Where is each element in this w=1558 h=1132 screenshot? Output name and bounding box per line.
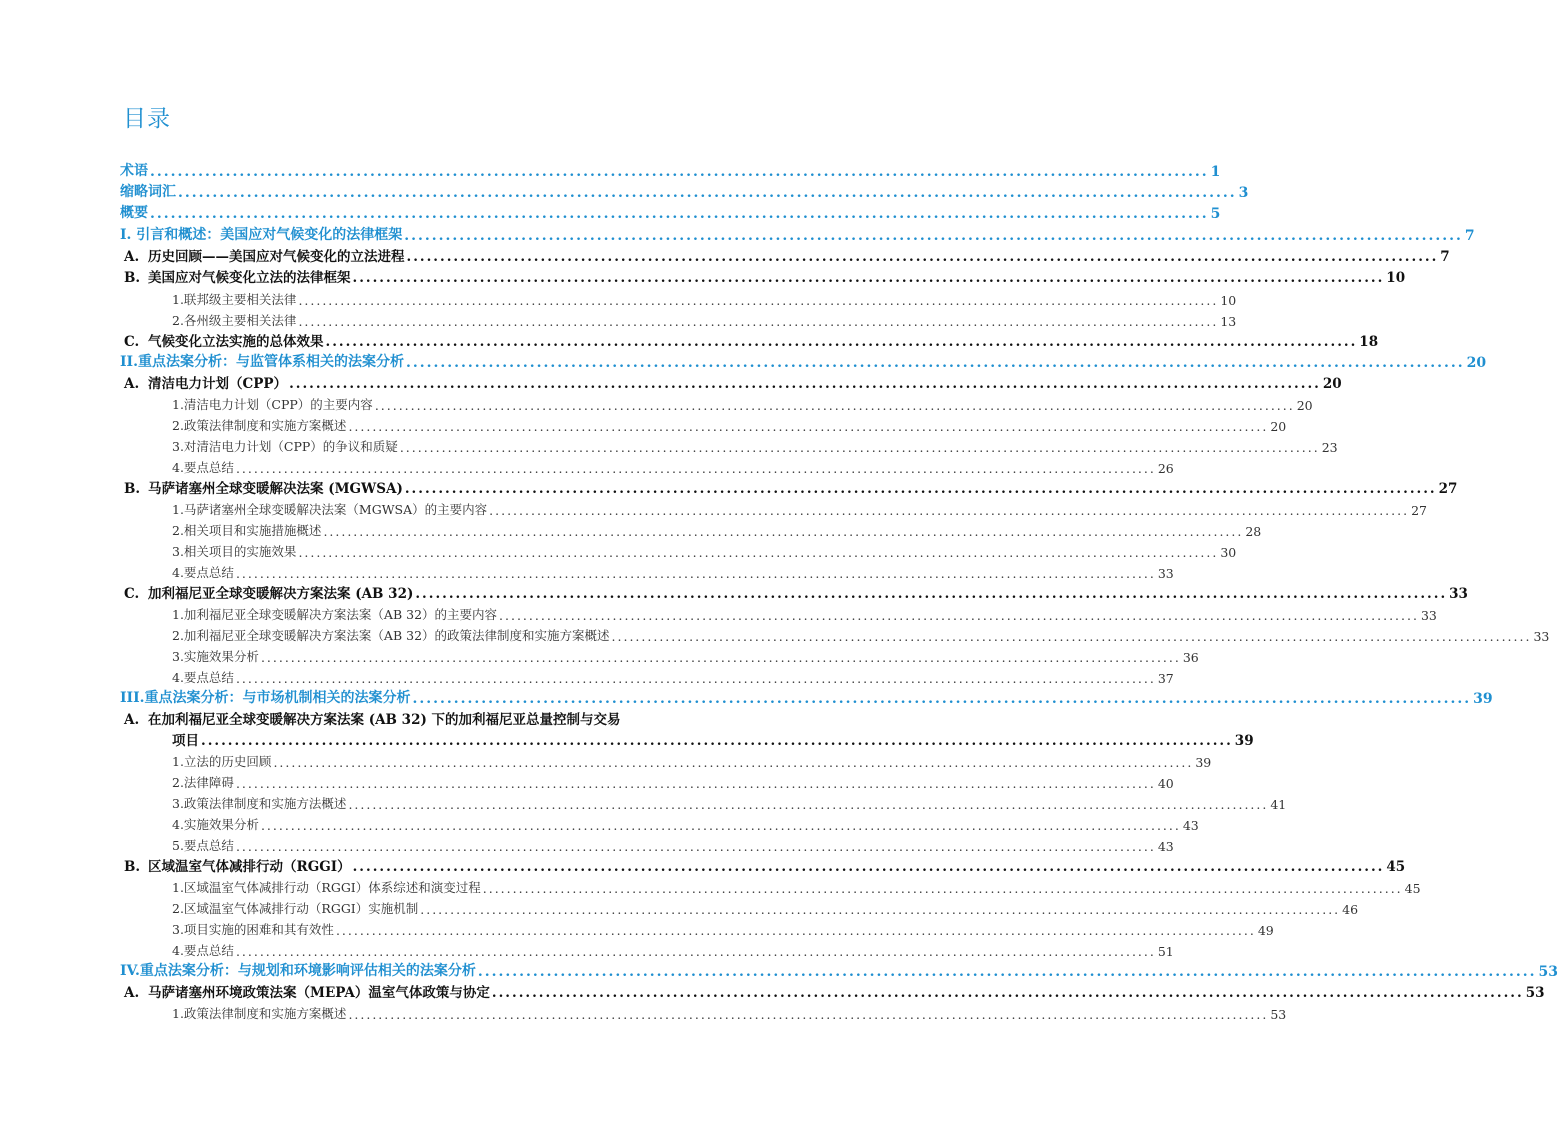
- toc-entry-title: 3.相关项目的实施效果: [172, 544, 297, 559]
- leader-dots: ..........................................................................................................................................................: [404, 481, 1437, 497]
- toc-page-number: 37: [1157, 671, 1174, 686]
- toc-entry-title: IV.重点法案分析：与规划和环境影响评估相关的法案分析: [120, 963, 476, 979]
- toc-entry-title: 缩略词汇: [120, 184, 176, 200]
- leader-dots: ..........................................................................................................................................................: [235, 566, 1156, 581]
- toc-entry-number: C.: [124, 334, 140, 350]
- toc-page-number: 5: [1210, 206, 1221, 222]
- toc-entry-title: III.重点法案分析：与市场机制相关的法案分析: [120, 690, 411, 706]
- toc-entry-title: 1.马萨诸塞州全球变暖解决法案（MGWSA）的主要内容: [172, 502, 488, 517]
- toc-entry-abbreviations[interactable]: [120, 181, 1249, 201]
- toc-page-number: 39: [1234, 733, 1254, 749]
- toc-entry-3b1[interactable]: [172, 876, 1421, 896]
- toc-entry-title: 1.政策法律制度和实施方案概述: [172, 1006, 347, 1021]
- toc-entry-chapter-4[interactable]: [120, 960, 1558, 980]
- toc-entry-3a2[interactable]: [172, 771, 1174, 791]
- toc-entry-title: 2.加利福尼亚全球变暖解决方案法案（AB 32）的政策法律制度和实施方案概述: [172, 628, 610, 643]
- leader-dots: ..........................................................................................................................................................: [260, 650, 1181, 665]
- toc-page-number: 53: [1270, 1007, 1287, 1022]
- toc-entry-title: 概要: [120, 205, 148, 221]
- toc-entry-title: 1.区域温室气体减排行动（RGGI）体系综述和演变过程: [172, 880, 481, 895]
- toc-page-number: 28: [1245, 524, 1262, 539]
- toc-entry-1c[interactable]: [124, 330, 1379, 350]
- leader-dots: ..........................................................................................................................................................: [201, 733, 1233, 749]
- toc-page-number: 20: [1296, 398, 1313, 413]
- toc-page-number: 30: [1220, 545, 1237, 560]
- leader-dots: ..........................................................................................................................................................: [348, 1007, 1269, 1022]
- toc-entry-title: A. 清洁电力计划（CPP）: [124, 376, 288, 392]
- toc-entry-number: A.: [124, 712, 140, 728]
- toc-entry-title: 5.要点总结: [172, 838, 234, 853]
- toc-entry-title: A. 马萨诸塞州环境政策法案（MEPA）温室气体政策与协定: [124, 985, 490, 1001]
- toc-entry-2a3[interactable]: [172, 435, 1338, 455]
- toc-entry-3b3[interactable]: [172, 918, 1274, 938]
- toc-entry-2a1[interactable]: [172, 393, 1313, 413]
- toc-entry-1b1[interactable]: [172, 288, 1237, 308]
- toc-entry-title: 3.项目实施的困难和其有效性: [172, 922, 334, 937]
- toc-entry-title: C. 气候变化立法实施的总体效果: [124, 334, 324, 350]
- toc-entry-title: 4.要点总结: [172, 670, 234, 685]
- leader-dots: ..........................................................................................................................................................: [420, 902, 1341, 917]
- leader-dots: ..........................................................................................................................................................: [415, 586, 1448, 602]
- leader-dots: ..........................................................................................................................................................: [348, 797, 1269, 812]
- leader-dots: ..........................................................................................................................................................: [325, 334, 1358, 350]
- toc-entry-2c4[interactable]: [172, 666, 1174, 686]
- toc-page-number: 43: [1157, 839, 1174, 854]
- leader-dots: ..........................................................................................................................................................: [150, 206, 1209, 222]
- toc-page-number: 20: [1322, 376, 1342, 392]
- toc-page-number: 53: [1538, 964, 1558, 980]
- toc-entry-title: 4.要点总结: [172, 943, 234, 958]
- toc-page-number: 10: [1220, 293, 1237, 308]
- toc-entry-2b2[interactable]: [172, 519, 1262, 539]
- leader-dots: ..........................................................................................................................................................: [150, 164, 1209, 180]
- toc-entry-title: 项目: [172, 733, 199, 749]
- toc-entry-2b3[interactable]: [172, 540, 1237, 560]
- toc-entry-title: 术语: [120, 163, 148, 179]
- toc-entry-chapter-1[interactable]: [120, 224, 1475, 244]
- toc-page-number: 27: [1411, 503, 1427, 518]
- toc-page-number: 43: [1182, 818, 1199, 833]
- toc-page-number: 3: [1238, 185, 1249, 201]
- toc-entry-2c3[interactable]: [172, 645, 1199, 665]
- toc-entry-1a[interactable]: [124, 245, 1450, 265]
- toc-entry-1b2[interactable]: [172, 309, 1237, 329]
- leader-dots: ..........................................................................................................................................................: [412, 691, 1472, 707]
- toc-page-number: 13: [1220, 314, 1237, 329]
- toc-entry-title: II.重点法案分析：与监管体系相关的法案分析: [120, 354, 404, 370]
- toc-entry-title: 2.政策法律制度和实施方案概述: [172, 418, 347, 433]
- toc-entry-3b[interactable]: [124, 855, 1406, 875]
- page-title: 目录: [123, 106, 171, 132]
- toc-page-number: 39: [1195, 755, 1212, 770]
- toc-entry-3a5[interactable]: [172, 834, 1174, 854]
- leader-dots: ..........................................................................................................................................................: [289, 376, 1321, 392]
- toc-entry-4a1[interactable]: [172, 1002, 1287, 1022]
- leader-dots: ..........................................................................................................................................................: [611, 629, 1532, 644]
- leader-dots: ..........................................................................................................................................................: [477, 964, 1537, 980]
- toc-entry-title: 1.清洁电力计划（CPP）的主要内容: [172, 397, 373, 412]
- toc-page-number: 10: [1386, 270, 1406, 286]
- toc-entry-summary[interactable]: [120, 202, 1221, 222]
- toc-entry-2b1[interactable]: [172, 498, 1427, 518]
- toc-page-number: 40: [1157, 776, 1174, 791]
- leader-dots: ..........................................................................................................................................................: [273, 755, 1194, 770]
- toc-entry-title: I. 引言和概述：美国应对气候变化的法律框架: [120, 227, 403, 243]
- toc-page-number: 18: [1359, 334, 1379, 350]
- toc-entry-title: 3.实施效果分析: [172, 649, 259, 664]
- toc-page-number: 20: [1466, 355, 1487, 371]
- leader-dots: ..........................................................................................................................................................: [235, 944, 1156, 959]
- leader-dots: ..........................................................................................................................................................: [260, 818, 1181, 833]
- toc-page-number: 33: [1533, 629, 1550, 644]
- toc-entry-2a2[interactable]: [172, 414, 1287, 434]
- toc-page-number: 51: [1157, 944, 1174, 959]
- toc-page-number: 1: [1210, 164, 1221, 180]
- toc-entry-3a4[interactable]: [172, 813, 1199, 833]
- toc-page-number: 36: [1182, 650, 1199, 665]
- leader-dots: ..........................................................................................................................................................: [374, 398, 1295, 413]
- leader-dots: ..........................................................................................................................................................: [352, 859, 1385, 875]
- toc-entry-title: 1.加利福尼亚全球变暖解决方案法案（AB 32）的主要内容: [172, 607, 498, 622]
- toc-entry-2a4[interactable]: [172, 456, 1174, 476]
- leader-dots: ..........................................................................................................................................................: [235, 671, 1156, 686]
- toc-entry-number: A.: [124, 985, 140, 1001]
- toc-entry-3a1[interactable]: [172, 750, 1212, 770]
- toc-entry-title: 4.要点总结: [172, 460, 234, 475]
- leader-dots: ..........................................................................................................................................................: [482, 881, 1403, 896]
- toc-entry-3a-continued[interactable]: [172, 729, 1254, 749]
- toc-entry-title: 2.区域温室气体减排行动（RGGI）实施机制: [172, 901, 419, 916]
- toc-page-number: 33: [1420, 608, 1437, 623]
- leader-dots: ..........................................................................................................................................................: [399, 440, 1320, 455]
- toc-entry-number: A.: [124, 249, 140, 265]
- toc-entry-title: 3.对清洁电力计划（CPP）的争议和质疑: [172, 439, 398, 454]
- toc-page-number: 41: [1270, 797, 1287, 812]
- leader-dots: ..........................................................................................................................................................: [235, 461, 1156, 476]
- toc-page-number: 26: [1157, 461, 1174, 476]
- toc-entry-title: 2.法律障碍: [172, 775, 234, 790]
- leader-dots: ..........................................................................................................................................................: [499, 608, 1419, 623]
- toc-entry-2c1[interactable]: [172, 603, 1437, 623]
- toc-entry-2c[interactable]: [124, 582, 1468, 602]
- toc-page-number: 46: [1342, 902, 1359, 917]
- toc-entry-3a3[interactable]: [172, 792, 1287, 812]
- toc-entry-title: B. 美国应对气候变化立法的法律框架: [124, 270, 351, 286]
- toc-entry-title: 1.立法的历史回顾: [172, 754, 272, 769]
- toc-entry-title: B. 区域温室气体减排行动（RGGI）: [124, 859, 351, 875]
- toc-page-number: 7: [1440, 249, 1450, 265]
- toc-page-number: 23: [1321, 440, 1338, 455]
- toc-page-number: 33: [1157, 566, 1174, 581]
- leader-dots: ..........................................................................................................................................................: [235, 776, 1156, 791]
- leader-dots: ..........................................................................................................................................................: [298, 293, 1219, 308]
- leader-dots: ..........................................................................................................................................................: [406, 249, 1439, 265]
- toc-page-number: 7: [1464, 228, 1475, 244]
- leader-dots: ..........................................................................................................................................................: [348, 419, 1269, 434]
- toc-entry-title: C. 加利福尼亚全球变暖解决方案法案 (AB 32): [124, 586, 414, 602]
- toc-entry-title: 3.政策法律制度和实施方法概述: [172, 796, 347, 811]
- toc-entry-3b4[interactable]: [172, 939, 1174, 959]
- toc-entry-number: B.: [124, 859, 141, 875]
- leader-dots: ..........................................................................................................................................................: [235, 839, 1156, 854]
- toc-entry-3b2[interactable]: [172, 897, 1359, 917]
- toc-page-number: 49: [1257, 923, 1274, 938]
- toc-entry-number: C.: [124, 586, 140, 602]
- toc-page-number: 20: [1270, 419, 1287, 434]
- toc-entry-3a[interactable]: [124, 708, 680, 728]
- toc-entry-2a[interactable]: [124, 372, 1342, 392]
- toc-entry-title: B. 马萨诸塞州全球变暖解决法案 (MGWSA): [124, 481, 403, 497]
- toc-entry-2c2[interactable]: [172, 624, 1550, 644]
- toc-entry-title: 4.要点总结: [172, 565, 234, 580]
- leader-dots: ..........................................................................................................................................................: [178, 185, 1237, 201]
- toc-entry-title: 4.实施效果分析: [172, 817, 259, 832]
- toc-entry-number: A.: [124, 376, 140, 392]
- toc-entry-title: 1.联邦级主要相关法律: [172, 292, 297, 307]
- toc-page-number: 45: [1404, 881, 1421, 896]
- toc-entry-chapter-2[interactable]: [120, 351, 1487, 371]
- toc-entry-title: A. 在加利福尼亚全球变暖解决方案法案 (AB 32) 下的加利福尼亚总量控制与交易: [124, 712, 621, 728]
- toc-page-number: 33: [1449, 586, 1468, 602]
- toc-entry-title: 2.各州级主要相关法律: [172, 313, 297, 328]
- leader-dots: ..........................................................................................................................................................: [404, 228, 1463, 244]
- leader-dots: ..........................................................................................................................................................: [405, 355, 1465, 371]
- toc-entry-number: B.: [124, 481, 141, 497]
- leader-dots: ..........................................................................................................................................................: [323, 524, 1244, 539]
- leader-dots: ..........................................................................................................................................................: [489, 503, 1410, 518]
- toc-entry-title: A. 历史回顾——美国应对气候变化的立法进程: [124, 249, 405, 265]
- toc-page-number: 45: [1386, 859, 1406, 875]
- leader-dots: ..........................................................................................................................................................: [298, 545, 1219, 560]
- toc-entry-number: B.: [124, 270, 141, 286]
- toc-page-number: 53: [1525, 985, 1545, 1001]
- toc-entry-chapter-3[interactable]: [120, 687, 1493, 707]
- toc-entry-2b[interactable]: [124, 477, 1458, 497]
- toc-page-number: 27: [1438, 481, 1458, 497]
- toc-entry-2b4[interactable]: [172, 561, 1174, 581]
- leader-dots: ..........................................................................................................................................................: [298, 314, 1219, 329]
- toc-entry-title: 2.相关项目和实施措施概述: [172, 523, 322, 538]
- leader-dots: ..........................................................................................................................................................: [352, 270, 1385, 286]
- toc-entry-terms[interactable]: [120, 160, 1221, 180]
- leader-dots: ..........................................................................................................................................................: [335, 923, 1256, 938]
- toc-entry-4a[interactable]: [124, 981, 1545, 1001]
- toc-entry-1b[interactable]: [124, 266, 1406, 286]
- toc-page-number: 39: [1473, 691, 1493, 707]
- leader-dots: ..........................................................................................................................................................: [491, 985, 1524, 1001]
